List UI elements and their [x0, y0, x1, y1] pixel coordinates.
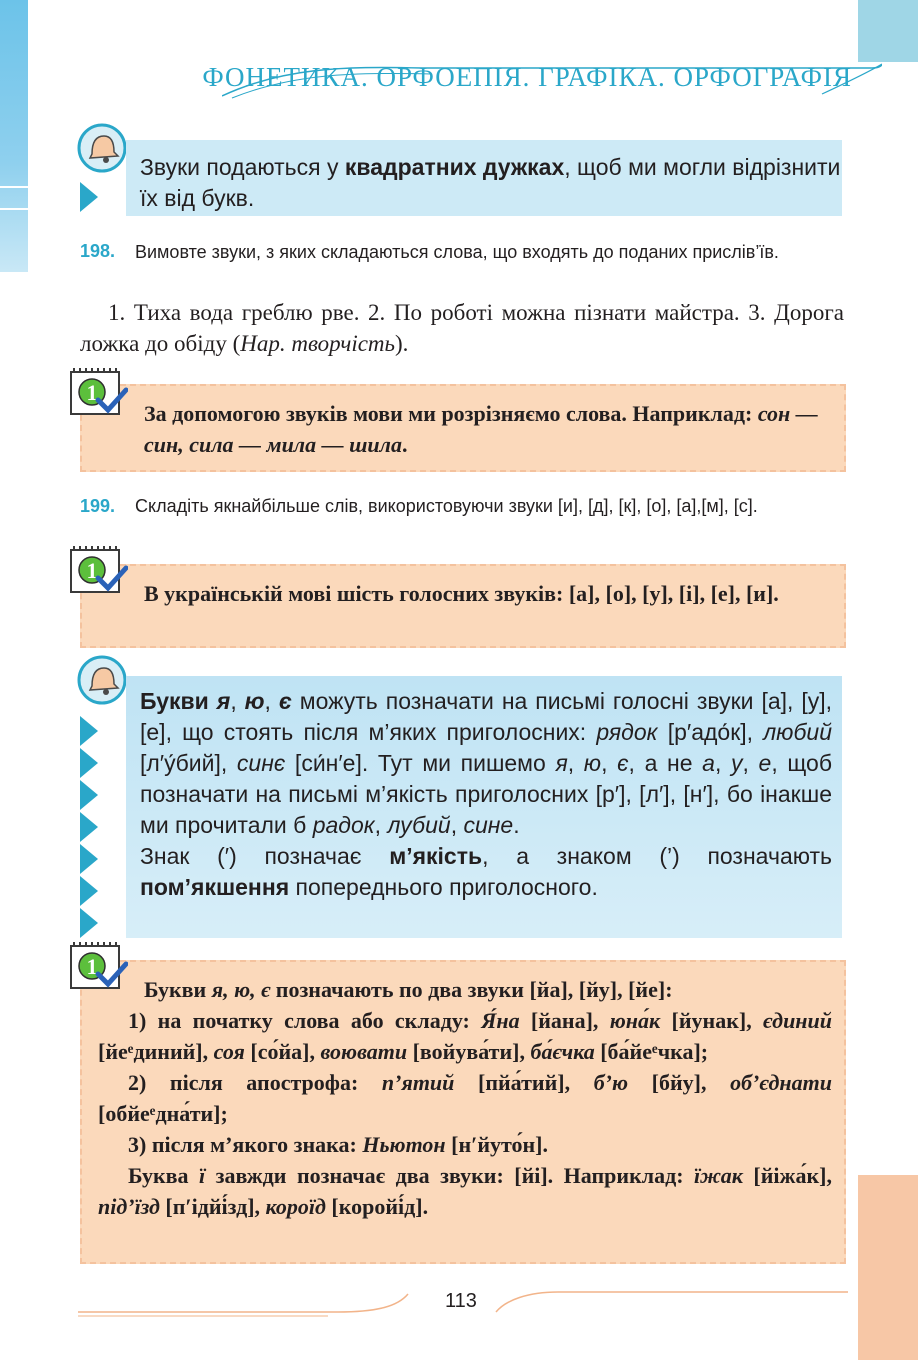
exercise-number: 198. [80, 241, 116, 261]
left-color-strip [0, 0, 28, 272]
page-title: ФОНЕТИКА. ОРФОЕПІЯ. ГРАФІКА. ОРФОГРАФІЯ [202, 62, 852, 92]
triangle-arrow-icon [80, 876, 98, 906]
rule-text: Знак (′) позначає м’якість, а знаком (’) позначають пом’якшення попереднього приголосного. [140, 843, 832, 900]
rule-box-brackets [126, 140, 842, 216]
triangle-arrow-icon [80, 748, 98, 778]
triangle-arrow-icon [80, 780, 98, 810]
triangle-arrow-icon [80, 908, 98, 938]
note-line: 2) після апострофа: п’ятий [пйа́тий], б’ю [бйу], об’єднати [обйеᵉдна́ти]; [98, 1070, 832, 1126]
svg-text:1: 1 [86, 558, 98, 583]
exercise-number: 199. [80, 496, 116, 516]
rule-text: Звуки подаються у квадратних дужках, щоб ми могли відрізнити їх від букв. [140, 154, 841, 211]
note-box-iotated [80, 960, 846, 1264]
memo-checkmark-icon [68, 366, 128, 420]
exercise-text: 1. Тиха вода греблю рве. 2. По роботі можна пізнати майстра. 3. Дорога ложка до обіду (Нар. творчість). [80, 300, 844, 356]
rule-text: Букви я, ю, є можуть позначати на письмі голосні звуки [а], [у], [е], що стоять після м’яких приголосних: рядок [р′адо́к], любий [л′у́бий], синє [си́н′е]. Тут ми пишемо я, ю, є, а не а, у, е, щоб позначати на письмі м’якість приголосних [р′], [л′], [н′], бо інакше ми прочитали б радок, лубий, сине. [140, 688, 833, 838]
note-text: В українській мові шість голосних звуків: [а], [о], [у], [і], [е], [и]. [144, 581, 779, 606]
right-tab-top [858, 0, 918, 62]
memo-checkmark-icon [68, 940, 128, 994]
triangle-arrow-icon [80, 812, 98, 842]
exercise-task: Вимовте звуки, з яких складаються слова, що входять до поданих прислів’їв. [135, 242, 779, 262]
strip-lines [0, 186, 28, 210]
page-header [202, 60, 858, 96]
note-line: 3) після м’якого знака: Ньютон [н′йуто́н]. [128, 1132, 549, 1157]
page-number: 113 [445, 1290, 477, 1312]
memo-checkmark-icon [68, 544, 128, 598]
note-line: Букви я, ю, є позначають по два звуки [йа], [йу], [йе]: [144, 977, 673, 1002]
svg-text:1: 1 [86, 954, 98, 979]
bell-icon [76, 654, 128, 706]
note-line: Буква ї завжди позначає два звуки: [йі]. Наприклад: їжак [йіжа́к], під’їзд [п′ідйі́зд], короїд [коройі́д]. [98, 1163, 832, 1219]
exercise-task: Складіть якнайбільше слів, використовуючи звуки [и], [д], [к], [о], [а],[м], [с]. [135, 496, 758, 516]
triangle-arrow-icon [80, 844, 98, 874]
svg-text:1: 1 [86, 380, 98, 405]
note-box-vowels [80, 564, 846, 648]
right-tab-bottom [858, 1175, 918, 1360]
rule-box-soft-letters [126, 676, 842, 938]
note-text: За допомогою звуків мови ми розрізняємо слова. Наприклад: сон — син, сила — мила — шила. [144, 401, 818, 457]
triangle-arrow-icon [80, 182, 98, 212]
triangle-arrow-icon [80, 716, 98, 746]
note-line: 1) на початку слова або складу: Я́на [йана], юна́к [йунак], єдиний [йеᵉдиний], соя [со́йа], воювати [войува́ти], ба́єчка [ба́йеᵉчка]; [98, 1008, 832, 1064]
note-box-words [80, 384, 846, 472]
bell-icon [76, 122, 128, 174]
